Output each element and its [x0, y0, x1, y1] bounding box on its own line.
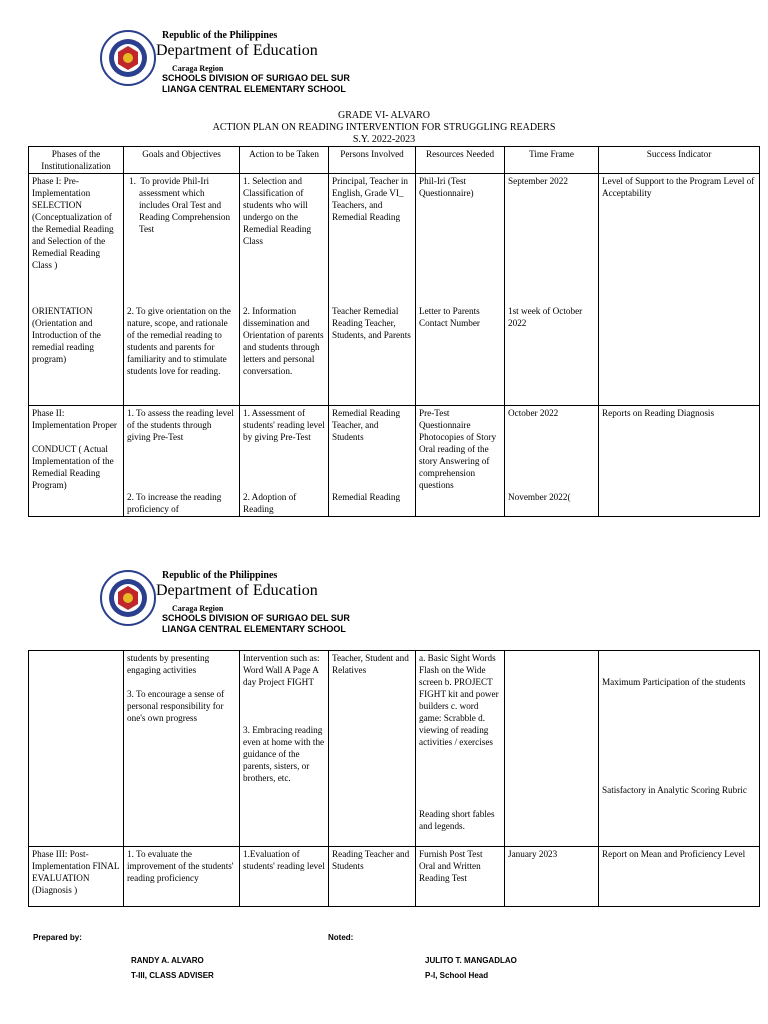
- plan-title: ACTION PLAN ON READING INTERVENTION FOR STRUGGLING READERS: [212, 122, 556, 133]
- success-1: Level of Support to the Program Level of Acceptability: [602, 176, 755, 198]
- success-participation: Maximum Participation of the students: [602, 677, 746, 687]
- time-2: 1st week of October 2022: [508, 306, 583, 328]
- resources-fables: Reading short fables and legends.: [419, 809, 495, 831]
- action-plan-table-page-1: [28, 146, 760, 517]
- phase-cell: Phase III: Post-Implementation FINAL EVALUATION (Diagnosis ): [29, 847, 124, 907]
- time-november: November 2022(: [508, 492, 571, 502]
- action-adoption: 2. Adoption of Reading: [243, 492, 297, 514]
- persons-cell: [329, 174, 416, 406]
- prepared-by-label: Prepared by:: [33, 933, 82, 942]
- goal-1-text: To provide Phil-Iri assessment which includes Oral Test and Reading Comprehension Test: [139, 176, 231, 234]
- persons-1: Principal, Teacher in English, Grade VI_ Teachers, and Remedial Reading: [332, 176, 408, 222]
- column-header: Action to be Taken: [240, 147, 329, 174]
- time-october: October 2022: [508, 408, 559, 418]
- table-header-row: [29, 147, 760, 174]
- department-title: Department of Education: [156, 42, 318, 59]
- goal-1: 1. To provide Phil-Iri assessment which includes Oral Test and Reading Comprehension Test: [129, 176, 231, 234]
- success-cell: [599, 174, 760, 406]
- deped-seal-icon: [100, 570, 156, 626]
- action-assess: 1. Assessment of students' reading level by giving Pre-Test: [243, 408, 325, 442]
- resources-2: Letter to Parents Contact Number: [419, 306, 480, 328]
- persons-teacher: Teacher, Student and Relatives: [332, 653, 409, 675]
- goal-cell: [124, 174, 240, 406]
- region-label: Caraga Region: [172, 64, 224, 73]
- success-cell: [599, 406, 760, 517]
- action-cell: [240, 406, 329, 517]
- department-title: Department of Education: [156, 582, 318, 599]
- phase-cell: [29, 406, 124, 517]
- goal-increase: 2. To increase the reading proficiency of: [127, 492, 222, 514]
- goal-cell: [124, 406, 240, 517]
- noter-title: P-I, School Head: [425, 971, 489, 980]
- column-header: Success Indicator: [599, 147, 760, 174]
- republic-label: Republic of the Philippines: [162, 30, 278, 41]
- action-embracing: 3. Embracing reading even at home with the guidance of the parents, sisters, or brothers, etc.: [243, 725, 325, 783]
- action-2: 2. Information dissemination and Orientation of parents and students through letters and personal conversation.: [243, 306, 324, 376]
- action-cell: [240, 174, 329, 406]
- column-header: Resources Needed: [416, 147, 505, 174]
- success-cell: [599, 651, 760, 847]
- deped-seal-icon: [100, 30, 156, 86]
- phase-implementation: Phase II: Implementation Proper: [32, 408, 117, 430]
- success-rubric: Satisfactory in Analytic Scoring Rubric: [602, 785, 747, 795]
- column-header: Phases of the Institutionalization: [29, 147, 124, 174]
- persons-cell: [329, 406, 416, 517]
- column-header: Goals and Objectives: [124, 147, 240, 174]
- phase-cell: [29, 651, 124, 847]
- column-header: Time Frame: [505, 147, 599, 174]
- column-header: Persons Involved: [329, 147, 416, 174]
- resources-cell: [416, 651, 505, 847]
- republic-label: Republic of the Philippines: [162, 570, 278, 581]
- goal-cell: 1. To evaluate the improvement of the students' reading proficiency: [124, 847, 240, 907]
- table-row: [29, 406, 760, 517]
- noted-label: Noted:: [328, 933, 354, 942]
- action-cell: 1.Evaluation of students' reading level: [240, 847, 329, 907]
- time-cell: January 2023: [505, 847, 599, 907]
- phase-cell: [29, 174, 124, 406]
- goal-assess: 1. To assess the reading level of the students through giving Pre-Test: [127, 408, 234, 442]
- time-cell: [505, 651, 599, 847]
- persons-assess: Remedial Reading Teacher, and Students: [332, 408, 401, 442]
- division-label: SCHOOLS DIVISION OF SURIGAO DEL SUR: [162, 73, 350, 83]
- resources-1: Phil-Iri (Test Questionnaire): [419, 176, 474, 198]
- letterhead: [100, 30, 740, 100]
- resources-pretest: Pre-Test Questionnaire Photocopies of Story Oral reading of the story Answering of comprehension questions: [419, 408, 497, 490]
- resources-cell: Furnish Post Test Oral and Written Reading Test: [416, 847, 505, 907]
- phase-orientation: ORIENTATION (Orientation and Introduction of the remedial reading program): [32, 306, 101, 364]
- goal-2: 2. To give orientation on the nature, scope, and rationale of the remedial reading to students and parents for familiarity and to stimulate students love for reading.: [127, 306, 231, 376]
- goal-engaging: students by presenting engaging activities: [127, 653, 210, 675]
- document-page-2: [0, 540, 768, 1024]
- table-row: [29, 651, 760, 847]
- goal-cell: [124, 651, 240, 847]
- table-row: [29, 847, 760, 907]
- division-label: SCHOOLS DIVISION OF SURIGAO DEL SUR: [162, 613, 350, 623]
- resources-cell: [416, 406, 505, 517]
- time-cell: [505, 174, 599, 406]
- action-cell: [240, 651, 329, 847]
- success-cell: Report on Mean and Proficiency Level: [599, 847, 760, 907]
- table-row: [29, 174, 760, 406]
- phase-conduct: CONDUCT ( Actual Implementation of the Remedial Reading Program): [32, 444, 114, 490]
- persons-adoption: Remedial Reading: [332, 492, 401, 502]
- phase-selection: Phase I: Pre-Implementation SELECTION (Conceptualization of the Remedial Reading and Selection of the Remedial Reading Class ): [32, 176, 114, 270]
- success-diagnosis: Reports on Reading Diagnosis: [602, 408, 715, 418]
- persons-2: Teacher Remedial Reading Teacher, Students, and Parents: [332, 306, 411, 340]
- school-label: LIANGA CENTRAL ELEMENTARY SCHOOL: [162, 84, 346, 94]
- action-intervention: Intervention such as: Word Wall A Page A day Project FIGHT: [243, 653, 320, 687]
- noter-name: JULITO T. MANGADLAO: [425, 956, 517, 965]
- school-label: LIANGA CENTRAL ELEMENTARY SCHOOL: [162, 624, 346, 634]
- persons-cell: Reading Teacher and Students: [329, 847, 416, 907]
- persons-cell: [329, 651, 416, 847]
- time-1: September 2022: [508, 176, 568, 186]
- plan-titles: [0, 110, 768, 146]
- action-1: 1. Selection and Classification of students who will undergo on the Remedial Reading Class: [243, 176, 312, 246]
- resources-cell: [416, 174, 505, 406]
- region-label: Caraga Region: [172, 604, 224, 613]
- school-year: S.Y. 2022-2023: [352, 134, 416, 145]
- letterhead: [100, 570, 740, 640]
- preparer-name: RANDY A. ALVARO: [131, 956, 204, 965]
- action-plan-table-page-2: [28, 650, 760, 907]
- preparer-title: T-III, CLASS ADVISER: [131, 971, 214, 980]
- goal-responsibility: 3. To encourage a sense of personal responsibility for one's own progress: [127, 689, 225, 723]
- grade-title: GRADE VI- ALVARO: [337, 110, 431, 121]
- time-cell: [505, 406, 599, 517]
- resources-list: a. Basic Sight Words Flash on the Wide screen b. PROJECT FIGHT kit and power builders c. word game: Scrabble d. viewing of reading activities / exercises: [419, 653, 499, 747]
